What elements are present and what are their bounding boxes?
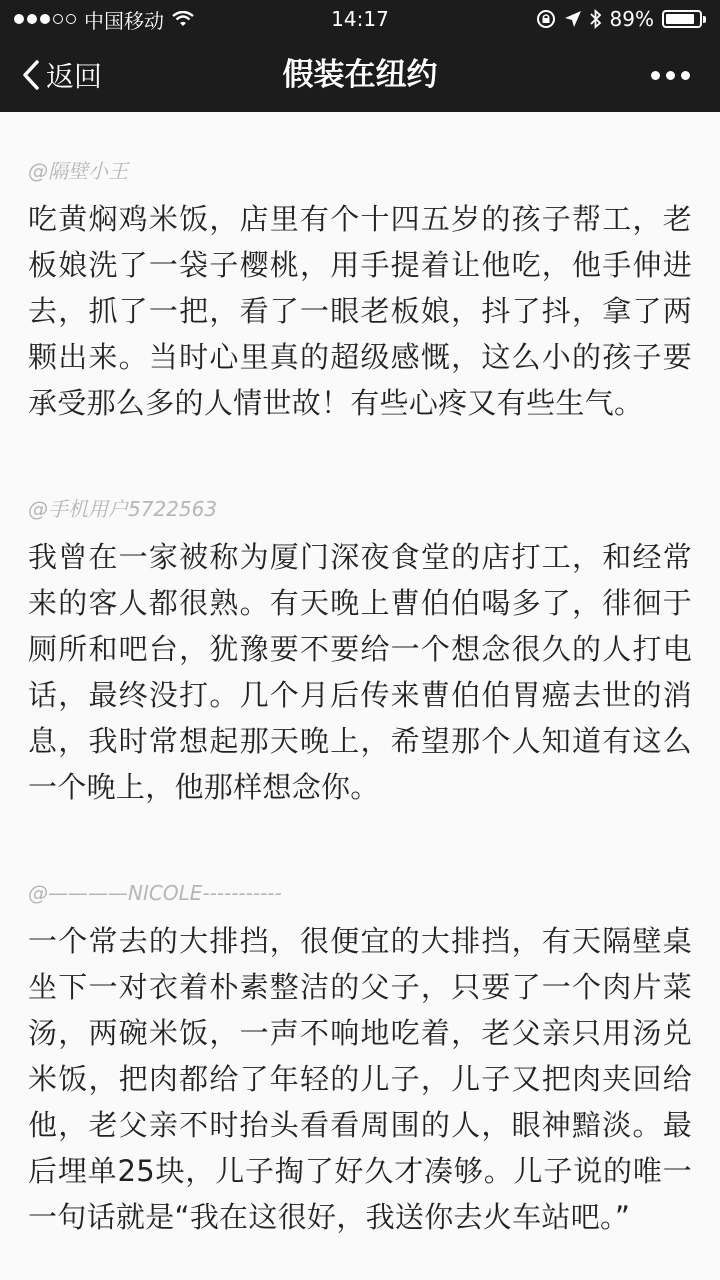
- more-dot-icon: [681, 71, 690, 80]
- navigation-bar: [0, 38, 720, 112]
- comment-username: @隔壁小王: [28, 159, 128, 183]
- comment-username: @————NICOLE-----------: [28, 881, 282, 905]
- status-time: 14:17: [331, 7, 389, 31]
- article-content: [0, 112, 720, 1240]
- more-dot-icon: [666, 71, 675, 80]
- wifi-icon: [172, 11, 194, 27]
- back-label: 返回: [46, 60, 103, 93]
- status-right: [536, 7, 706, 31]
- location-arrow-icon: [564, 10, 582, 28]
- more-dot-icon: [651, 71, 660, 80]
- battery-icon: [662, 10, 702, 28]
- battery-fill: [666, 14, 694, 24]
- carrier-label: 中国移动: [84, 8, 164, 33]
- more-options-button[interactable]: [651, 38, 690, 112]
- page-title: 假装在纽约: [282, 57, 438, 93]
- status-bar: [0, 0, 720, 38]
- status-left: [14, 5, 194, 34]
- comment-item: [28, 494, 692, 810]
- comment-text: 吃黄焖鸡米饭，店里有个十四五岁的孩子帮工，老板娘洗了一袋子樱桃，用手提着让他吃，他手伸进去，抓了一把，看了一眼老板娘，抖了抖，拿了两颗出来。当时心里真的超级感慨，这么小的孩子要承受那么多的人情世故！有些心疼又有些生气。: [28, 202, 692, 420]
- comment-item: [28, 878, 692, 1240]
- comment-text: 一个常去的大排挡，很便宜的大排挡，有天隔壁桌坐下一对衣着朴素整洁的父子，只要了一个肉片菜汤，两碗米饭，一声不响地吃着，老父亲只用汤兑米饭，把肉都给了年轻的儿子，儿子又把肉夹回给他，老父亲不时抬头看看周围的人，眼神黯淡。最后埋单25块，儿子掏了好久才凑够。儿子说的唯一一句话就是“我在这很好，我送你去火车站吧。”: [28, 924, 692, 1234]
- comment-item: [28, 156, 692, 426]
- battery-percent: 89%: [609, 7, 654, 31]
- bluetooth-icon: [590, 9, 602, 29]
- rotation-lock-icon: [536, 9, 556, 29]
- comment-text: 我曾在一家被称为厦门深夜食堂的店打工，和经常来的客人都很熟。有天晚上曹伯伯喝多了，徘徊于厕所和吧台，犹豫要不要给一个想念很久的人打电话，最终没打。几个月后传来曹伯伯胃癌去世的消息，我时常想起那天晚上，希望那个人知道有这么一个晚上，他那样想念你。: [28, 540, 692, 804]
- comment-username: @手机用户5722563: [28, 497, 218, 521]
- signal-strength-icon: [14, 14, 76, 24]
